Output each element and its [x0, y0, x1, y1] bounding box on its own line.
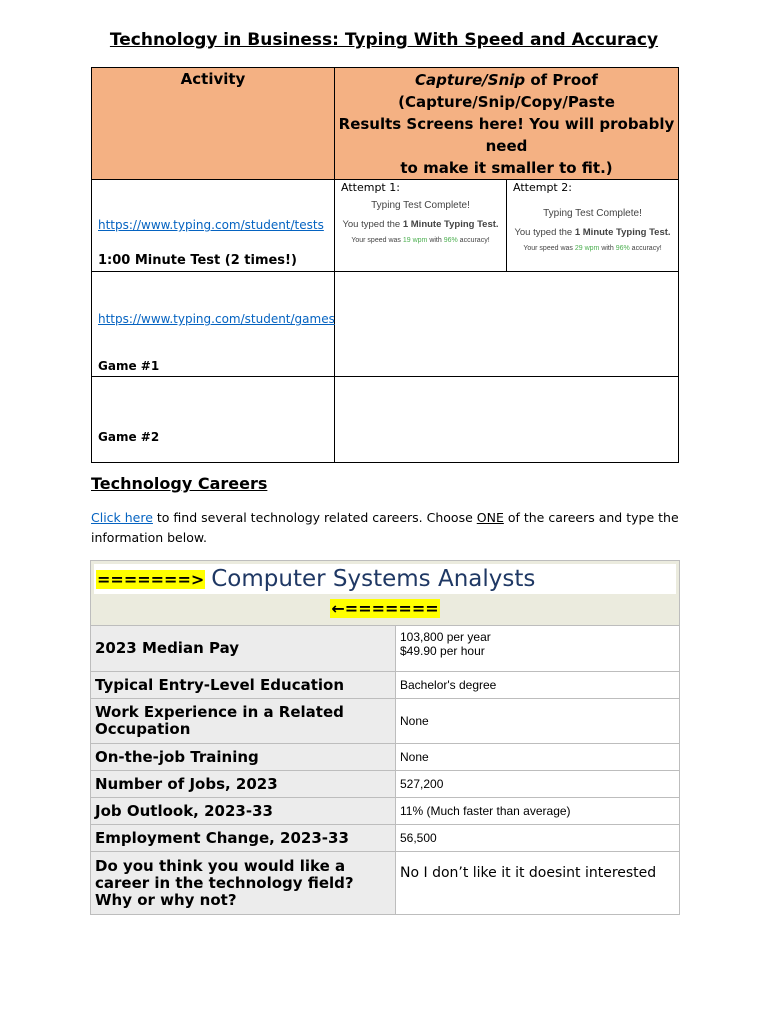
test-label: 1:00 Minute Test (2 times!) [98, 253, 297, 268]
table-row [91, 626, 680, 672]
attempt-1-accuracy: 96% [443, 237, 458, 244]
header-proof-line4: to make it smaller to fit.) [400, 159, 613, 177]
game-2-proof-cell[interactable] [335, 377, 679, 463]
header-proof-line2: (Capture/Snip/Copy/Paste [398, 93, 615, 111]
table-row [91, 798, 680, 825]
attempt-2-speed-unit: wpm [582, 245, 600, 252]
row-label: Typical Entry-Level Education [91, 672, 396, 699]
activity-games-cell [92, 272, 335, 377]
row-value[interactable]: 11% (Much faster than average) [396, 798, 680, 825]
careers-instructions [91, 508, 681, 548]
attempt-1-speed: 19 [402, 237, 411, 244]
row-label: Employment Change, 2023-33 [91, 825, 396, 852]
attempt-1-heading: Typing Test Complete! [371, 200, 470, 211]
attempt-2-accuracy: 96% [615, 245, 630, 252]
attempt-1-speed-pre: Your speed was [351, 237, 403, 244]
game-1-label: Game #1 [98, 359, 160, 373]
row-label: Job Outlook, 2023-33 [91, 798, 396, 825]
instructions-part-1: to find several technology related careers. Choose [152, 510, 477, 525]
median-pay-year: 103,800 per year [400, 630, 491, 644]
table-row [91, 825, 680, 852]
row-label: Work Experience in a Related Occupation [91, 699, 396, 744]
arrow-left-row [94, 594, 676, 622]
career-banner [91, 561, 680, 626]
attempt-2-label: Attempt 2: [513, 181, 572, 194]
attempt-2-speed-mid: with [599, 245, 616, 252]
click-here-link[interactable]: Click here [91, 510, 153, 525]
row-label: 2023 Median Pay [91, 626, 396, 672]
arrow-left-marker: ←======= [331, 599, 439, 618]
typing-games-link[interactable]: https://www.typing.com/student/games [98, 312, 335, 326]
attempt-1-screenshot [341, 200, 500, 244]
table-row [91, 672, 680, 699]
attempt-1-speed-mid: with [427, 237, 444, 244]
row-value[interactable]: 527,200 [396, 771, 680, 798]
header-proof [335, 68, 679, 180]
row-value[interactable]: 56,500 [396, 825, 680, 852]
activity-game2-cell [92, 377, 335, 463]
instructions-part-2: of the careers and type the information below. [91, 510, 679, 545]
section-heading-careers: Technology Careers [91, 474, 268, 493]
row-value[interactable]: Bachelor's degree [396, 672, 680, 699]
row-value[interactable] [396, 626, 680, 672]
table-row [91, 771, 680, 798]
attempt-1-typed-pre: You typed the [342, 219, 403, 230]
attempt-2-cell [507, 180, 679, 272]
header-proof-line3: Results Screens here! You will probably need [338, 115, 675, 155]
row-label: Do you think you would like a career in the technology field? Why or why not? [91, 852, 396, 915]
attempt-2-speed: 29 [574, 245, 583, 252]
attempt-2-heading: Typing Test Complete! [543, 208, 642, 219]
career-name[interactable]: Computer Systems Analysts [211, 566, 536, 592]
header-activity: Activity [92, 68, 335, 180]
table-row [91, 699, 680, 744]
row-label: On-the-job Training [91, 744, 396, 771]
attempt-1-cell [335, 180, 507, 272]
instructions-one: ONE [476, 510, 504, 525]
attempt-1-label: Attempt 1: [341, 181, 400, 194]
attempt-1-speed-unit: wpm [410, 237, 428, 244]
header-proof-rest: of Proof [525, 71, 598, 89]
row-value[interactable]: None [396, 699, 680, 744]
median-pay-hour: $49.90 per hour [400, 644, 485, 658]
attempt-1-typed-bold: 1 Minute Typing Test. [402, 219, 499, 230]
attempt-2-typed-pre: You typed the [514, 227, 575, 238]
attempt-2-speed-pre: Your speed was [523, 245, 575, 252]
attempt-2-speed-post: accuracy! [629, 245, 662, 252]
typing-tests-link[interactable]: https://www.typing.com/student/tests [98, 218, 324, 232]
career-table [90, 560, 680, 915]
game-2-label: Game #2 [98, 430, 160, 444]
attempt-2-typed-bold: 1 Minute Typing Test. [574, 227, 671, 238]
row-value[interactable]: None [396, 744, 680, 771]
activity-tests-cell [92, 180, 335, 272]
arrow-right-marker: =======> [97, 569, 205, 589]
document-title: Technology in Business: Typing With Speed and Accuracy [109, 30, 659, 50]
table-row [91, 852, 680, 915]
game-1-proof-cell[interactable] [335, 272, 679, 377]
header-proof-italic: Capture/Snip [415, 71, 526, 89]
row-value[interactable]: No I don’t like it it doesint interested [396, 852, 680, 915]
row-label: Number of Jobs, 2023 [91, 771, 396, 798]
table-row [91, 744, 680, 771]
activity-table [91, 67, 679, 463]
attempt-1-speed-post: accuracy! [457, 237, 490, 244]
attempt-2-screenshot [513, 208, 672, 252]
